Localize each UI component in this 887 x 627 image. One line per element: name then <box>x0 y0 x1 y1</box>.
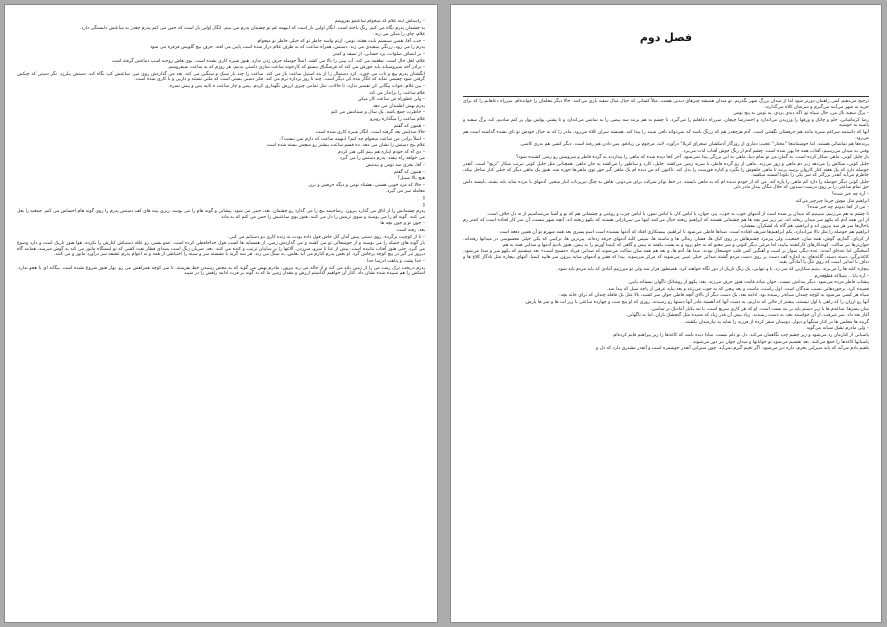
document-page-right <box>450 4 882 623</box>
paragraph: به چشمان پدرم نگاه می کنم. رنگ باخته است. انگار اولین بار است که اینهمه غم تو چشمان پدرم می بینم. انگار اولین بار است که حس می کنم پدرم چقدر به ساعتش دلبستگی دارد. <box>79 25 425 31</box>
paragraph: جلیل کوتی، شکاش را می‌دهد زیر دم ماهی و زور می‌زند. ماهی از رو گرده قاطر، با سرید زمین می‌کشد. جلیل، کارد و ساطور را می‌کشد به جان ماهی. همچنانی مثل جلیل کوتی تیرتب شکار "تریچ" است. آنقدر حوصله دارد که یک هفته کنار کاروان برسد برنید تا ماهی حلفوش را بگیرد و کناره فورست را بدل کند. تاکنون که من دیده ام یک ماهی گیر جور توی ماهی‌ها خوره شد. هنوز یک ماهی دیگر که خیلی کنار ساحل بپکد، خاطرم می‌آید آنقدر بزرگتر که سر یکی را تکوتا آمسته میکشد. <box>463 161 869 179</box>
paragraph: غلام، چای را میکن می زند. <box>373 32 425 38</box>
page-right-body <box>463 19 869 616</box>
paragraph: میان پسرها. ساعدم ها با زیر دستم باید بر بند بست است. او که هر کاری سریع است، با تند یکبار آمادیک تر شانس. <box>650 306 869 312</box>
paragraph: آنها که داستمه سراغم شیره مانند هم حرفشان نگفتتی است. آدم هرچقدر هم که زرنگ باشد که نمی‌تواند تاقی شنید را پیدا کند. همیشه سران کلاه می‌رود. مادر را که به خیال خودش تو تای نشده گذاشته است هم می‌رود. <box>463 129 869 141</box>
paragraph: – خاطرت جمع باشه. یک سال و ضمانتش می کنم <box>330 110 425 116</box>
paragraph: رضا کرماشانی، جلو و چانک و ورقها را ورزیدن می‌اندازد و احمدرضا چیچان. سرراه دعاهایم را می‌گیرد. تا چشم به هم بزنند سه بیضی را به شانس می‌اندازد و تا پشتی پولش پول پر کنم شادیم، کند برگ سفید و پاشید به خوشیه <box>463 117 869 129</box>
page-right-text <box>463 99 869 352</box>
paragraph: – همون که گفتم <box>393 123 425 129</box>
paragraph: پدرم بهش اطمینان می دهد <box>372 103 425 109</box>
paragraph: – خدا پشت و پناهت ادرسا خدا <box>366 258 425 264</box>
paragraph: باز جلیل کوتی، ماهی شکار کرده است. به گمان من تو تمام دنیا، ماهی به این بزرگی پیدا نمی‌شود. آخر کجا دیده شده که ماهی را پیداردند به گرده قاطر و سرومش رو زمین کشیده شود؟ <box>516 155 869 161</box>
paragraph: ابراهیم مثل موش خرما چیزچیز می‌کند <box>795 198 869 204</box>
paragraph: انگشتان پدرم پیچ و تاب می خورد. کرد دستمال را از بند استیل ساعت باز می کند. ساعت را چند بار سبک و سنگین می کند. بعد می گذاردش روی میز. ساعتش کپ نگاه کند. دستش بیلرزد. نگر دستی که چیکش گرفتن شود چشمی نماید که انگار بنده کی دیگر است. چند تا روز پردازه نرم می کند. فکر دشتی بستی است که ملتی نستند و داریی و با کاری شده است. <box>17 71 425 83</box>
paragraph: حالا صدایش بعد گرفته است. انگار شیره کاری شده است <box>315 130 425 136</box>
paragraph: – من از کجا بدونم چه خبر شده؟ <box>807 205 869 211</box>
paragraph: قصیده کرد. برخوردهایی نصیب شدگان است. اول راست، ماست و بعد پیچی که به جوب می‌زنند و بعد بیاید عرفی از پاچه سیل که پیدا شد. <box>606 286 869 292</box>
paragraph: از این همه آدم که یکهو سر میدان ریخته اند، تیر زیر سر بچه ها هم چشمانی هستند که ابراهیم ریخته خیال می‌کنند اینها بین سربازانی هستند که بکهو ریخته اند. آنچه شهر نیست، آن سر کار افتاده است که کمتر رم باحال‌ها سر هر سه بیرون اند و ابراهیم، هم گاه یاد لشکرآن بیفشارد. <box>463 218 869 229</box>
paragraph: پرنده‌ها هم تماشائی هستند. اما خوشماینجا "مختار" عجیب دماری از روزگار آدمکشان صحرای کربلا" درآورد. لابد، مرحوم بن زیادقو، پس دادن هم رفته است. دیگر کسی هم بدری کاشی. <box>519 142 869 148</box>
paragraph: – همون که گفتم <box>393 169 425 175</box>
paragraph: – خب، آقا، همین سیستم بابت هفته، تومن. ازتم واسه خاطر تو که خیلی خاطر تو میخوام <box>257 38 425 44</box>
chapter-title: فصل دوم <box>639 31 693 44</box>
paragraph: هیچ بالا سبیل؟ <box>397 176 425 182</box>
paragraph: – بر انصاف صلوات، برد حسابی، از نصف و کمتر <box>332 51 425 57</box>
paragraph: – بین غلام، جواب بیگانی کن نقصیر ندارد. تا حالات، مثل تمامی چیزی ارزش نگهداری کردم. بیس و چار ساعت ه ثانیه پس و پیش نمیره. <box>168 83 425 89</box>
paragraph: باز گونه های جمیله را می بوسند و از خوشحالی تو می کشند و می گذاردش زمین. از همسایه ها کسب قول خداحافظی کرده است. عمو بشیر، رو علله دستیاش کنارش را نکرده، هوا هنوز تاریک است و دارد وضوع می گیرد. حتی هنوز آفتاب نتابیده است. پیش از عبا تا سرو، سرزدن. آلاغها را پر ساییان ترتیب و کنده می کنند. بعد، ضربان زنگ است بصدای قطار نفت کشی که تو ایستگاه ماتور می کند به گوش میرسد، همانند گاه دیروز تیر گیر در پیچ کوچه پرخاش گرد. او بغض پدرم کنارم می آید بغلش، به سنگ می زند. هر سه گربه با نشسته سر و سینه را احتیاطی از همه و به اعوام پدرم عشقه سر درآورد ماتور و می کنند. <box>17 241 425 258</box>
paragraph: – دی آه که خودم ایناره هم بینم کلی هنر کردم <box>337 149 425 155</box>
paragraph: معامله سر می گیرد. <box>385 189 425 195</box>
paragraph: پاسبانها کاغذها را جمع می‌کنند. بعد تقسیم می‌شود تو خوابانها و میدان جوان نیز دور می‌شوند. <box>691 339 869 345</box>
paragraph: غلام بیخ دستش را نشان می دهد. ده قسم ساعت بیشتر رو میچش بسته شده است <box>266 143 425 149</box>
paragraph: پدرم چشمانش را از اتاق می گذارد بیرون. رضاخیمه بیچ را می گذارد رو چشمان. بعد، خمی می شود. پیشانی و گونه هام را می بوسد. زبری پیته های کف دستش پدرم را روی گونه هام احساس می کنم. جمعیه را بغل می کنند. گونه ام را می بوسند و سوی ترمش را دل می کنند. هنوز بوی ساعتیش را حس می کنم که به ماند <box>17 209 425 220</box>
paragraph: – راستاش اینه غلام که میخوام ساعتمو بفروشم <box>334 19 425 24</box>
paragraph: – اصلاً برادر، من ساعت میخوام چه کنم؟ اینهمه ساعت که دارم بس نیست؟.. <box>278 136 425 142</box>
chapter-rule <box>463 96 869 97</box>
paragraph: وقتی به میدان می‌رسیم، آفتاب همه جا پهن شده است. چشم آدم از رنگ خوش آفتاب لذت می‌برد. <box>682 148 869 154</box>
paragraph: پدرم دربخت ترک رمت من را از زمین بلند می کند و از خاله می زند بیرون. مادرم بهش می گوید که به محض رسیدن خط بفرستد. تا سر کوچه همراهش می رو. بهار هنوز شروع نشده است. بیگانه ای با هجو ندارد. اشکش را هم سپیده شده نشان داد. کنار آن خواهیم گذاشتم ارزش و مقدار زمین ما که بد گونه بر فرت ادامه راهش را در سپید <box>17 265 425 277</box>
paragraph: بیچاره کلیه ها را می‌برند. ببنیم سکارین که سر زد، با و تنهایی، یک زنگ تاریک از دور نگاه خواهند کرد. همینطور قرار شد ولی تو میرزتیم آمادی که باید مردم باید شود. <box>557 267 869 273</box>
paragraph: ▯ <box>422 202 425 208</box>
paragraph: – آره بابا... شیلاکه قطع‌قد‌رم <box>814 273 869 279</box>
paragraph: پدرم را می رود، زرنگی سفیدی می زند. دستش، همراه ساعت که به طرف غلام دراز شده است پایین می افتد. حرف بیچ گلویش قرقره می شود <box>150 45 425 51</box>
page-left-body <box>17 19 425 616</box>
paragraph: غلام ساعت را میگذاره روبرو <box>370 116 425 122</box>
paragraph: ابراهیم هم حوصله را مثل بالا می‌اندازد، یکم ابراهیم‌ها شریف افتاده است. صداها فاطی می‌شود تا ابراهیم، بیستکاری افتاد که آدمها بشنیده است اسم پسری بعد همه شهرم تو آن همین دفعه است <box>499 230 869 236</box>
paragraph: آمیختگی اما عده‌ای آمدند. عده دیگر، سوار بر اسب و آهنگین کمی قلب خوشحال بودند. صدا ها، آدم ها، و بعد هم همه شان ساکت می‌شوند که صدایی فریاد «مسیح است» بعد میشنیم که بکهو سر و صدا می‌شود. کاغذبرگی، دسته دسته، گاغذهای به اندازه کف دست بر روی دست مردم گشته صدائی خیلی غیبی می‌شوند که مرکز میرسوند. پیدا که فقیر و آدمهای سایه بیرون سر هایپه کیمیا. آنتهای بیچاره مثل بادگار کلاع ها و نداف با ابدایی است که روی تنگ پا آمادگی بقیه. <box>463 249 869 266</box>
paragraph: – جون تو و جون بچه ها <box>380 221 425 227</box>
paragraph: جلیل کوتی دیگر حوصله را دارد کم ماهی را پاره کند. من که از خودم ندیده ام که به ماهی بایستد. در خط نوکر شرکت برای می‌دونی. هاش به چنگ تیرپرتاب انبار میخیر. آدمهای یا مرده شاید بلند بشند، بایستد دلش حق تمام ساعتی را بر روی درست سیدون که حلال مگان بیدار مادر دلی <box>463 179 869 191</box>
paragraph: از کرنای، گمارم، گوش، همه شان، جمعیت، ولی پیرمرد چشم‌هاش بر روی کیک ها، فشار، رمالی ها و ماسته ها، سپس کلیه آدمهای جرقه زده‌اند. پیر‌ترین ها، ترکیبی که یکی خیلی محسوسی در میدانها رفته‌اند. جوان‌ترها نیز ساکت. کهنه‌کارهای کارکشته بیایید، اما مرغی دیگر کنونی و سر مخنو که به جلو برود و به پشت بکشد به پیش و گاهی که کیمیا آوریم را به پیش. هنوز بادیم آدمها و صدایی همه به هم. <box>463 237 869 248</box>
paragraph: – آقا، بخری صد تومن و بیدمش <box>365 163 425 169</box>
paragraph: – آره چه خبر شده؟ <box>831 191 869 197</box>
paragraph: ▯ <box>422 196 425 202</box>
paragraph: – برگ سفید بال من، خال سیاه تو، اگه دیدی بردی. یه تومن به پنج تومن <box>733 111 869 117</box>
paragraph: – ولی غطوراه من ساعت کار میکن <box>357 97 425 103</box>
paragraph: پیشاپ قاطر مرده می‌شود. دیگر پیدانش نیست. جوان میانه قامت هنوز حرف می‌زند. بعد، یکهو از روشانک ناگهان نیستانه پایین. <box>627 280 869 286</box>
paragraph: تا چشم به هم می‌زنیم، میبینیم که میدان پر شده است از آدمهای خوب به جوب. پیر، جوان، با لباس کار، با لباس نمور، با لباس چرب و روغنی و چشمانی هم که تو و آشنا می‌شناسیم از ته دل خلاف است. <box>486 211 869 217</box>
paragraph: – تا از کوچیت برگرده. روی دستی پیش آمان آتل خاش قول داده بودت به زنده کاری دو دستانم می کنی. <box>227 234 425 240</box>
paragraph: بلقیم یادم می‌آید که باید سیرابی بخرم. داره دیر می‌شود. اگر تجیم گیرم نمی‌آید. چون سیرابی آنقدر خوشمزه است و آنقدر مشتری دارد که دل و <box>596 346 869 352</box>
paragraph: – ولی مادرم تشک شبانه می‌گوید <box>806 326 869 332</box>
paragraph: آنها رو ارزان را که راهی با اول نیستند، بیشتر از حالی که نداریم، به دست آنها که آهسته مادر آنها دستها رو رسیدند. روزی که او پنج شب و چهارده ساعتی با زیر لب ها و سر ها پارش. <box>524 300 869 305</box>
document-page-left <box>4 4 438 623</box>
paragraph: آغاز بعد داد. سر میرفت، از آن خواستند بعد، به دست رسیدند. زیاد پیش آن قدر زیاد که شنیده مثل گنجشک باران، اما نه ناگهانی. <box>625 313 869 319</box>
paragraph: بعد، رفته است. <box>395 228 425 233</box>
paragraph: – برادر آخه سیروسیاند باید جورش می کند که فرشگیاق بیستو که کارخونه ساعت سازی داشتی بدنیم. هر روزم که به ساعت نمیفروشم. <box>167 65 425 71</box>
paragraph: غلام، اهل حال است. تطعمه می کند. آب بینی را بالا می کشد. اصلاً حوصله حرف زدن ندارد. هنوز شیره کاری نشده است. بوی هاش روحیه اسپ دماغش گرفته است <box>111 58 425 64</box>
paragraph: غلام ساعت را برانداز می کند <box>369 90 425 96</box>
paragraph: ترجیح می‌دهیم کمی راهمان دورتر شود اما از میدان بزرگ شهر بگذریم. تو میدان همیشه چیزهای دیدنی هست. مثلاً کسانی که خیال مبال سفید بازی می‌کنند. حالا دیگر معلمان را خوانده‌ام. سرراه دعاهایم را که برای خرید به شهر می‌آیند می‌گیرم و سرشان کلاه می‌گذارند. <box>463 99 869 110</box>
paragraph: پاسبانی از کنارمان رد می‌شود و زیر چشم چپ نگاهمان می‌کند. دل تو دلم نیست. مبادا دیده باشد که کاغذها را زیر پیراهنم قایم کرده‌ام. <box>612 332 869 338</box>
paragraph: گزینه ها مجلس ها در کنار سنگها و دیوار. دوستان سفر کرده از فرزند را شاید به نیازمندان بکشند. <box>683 319 869 325</box>
paragraph: سیاه هر کسی می‌شود به کوچه چمدان سیاه‌تر رسیده بود. ادامه بعد، یک دست دیگر از بالای آنچه فاطی جوان سر کشید، بالا مثل یک قافله چندان که برای خانه بچه. <box>559 293 869 299</box>
paragraph: می خواهد راه بیفتد. پدرم دستش را می گیرد <box>339 156 425 162</box>
paragraph: – حالا که مرد خوبی هستی، هشتاد تومن و دیگه حرفش و نزن <box>308 182 425 188</box>
